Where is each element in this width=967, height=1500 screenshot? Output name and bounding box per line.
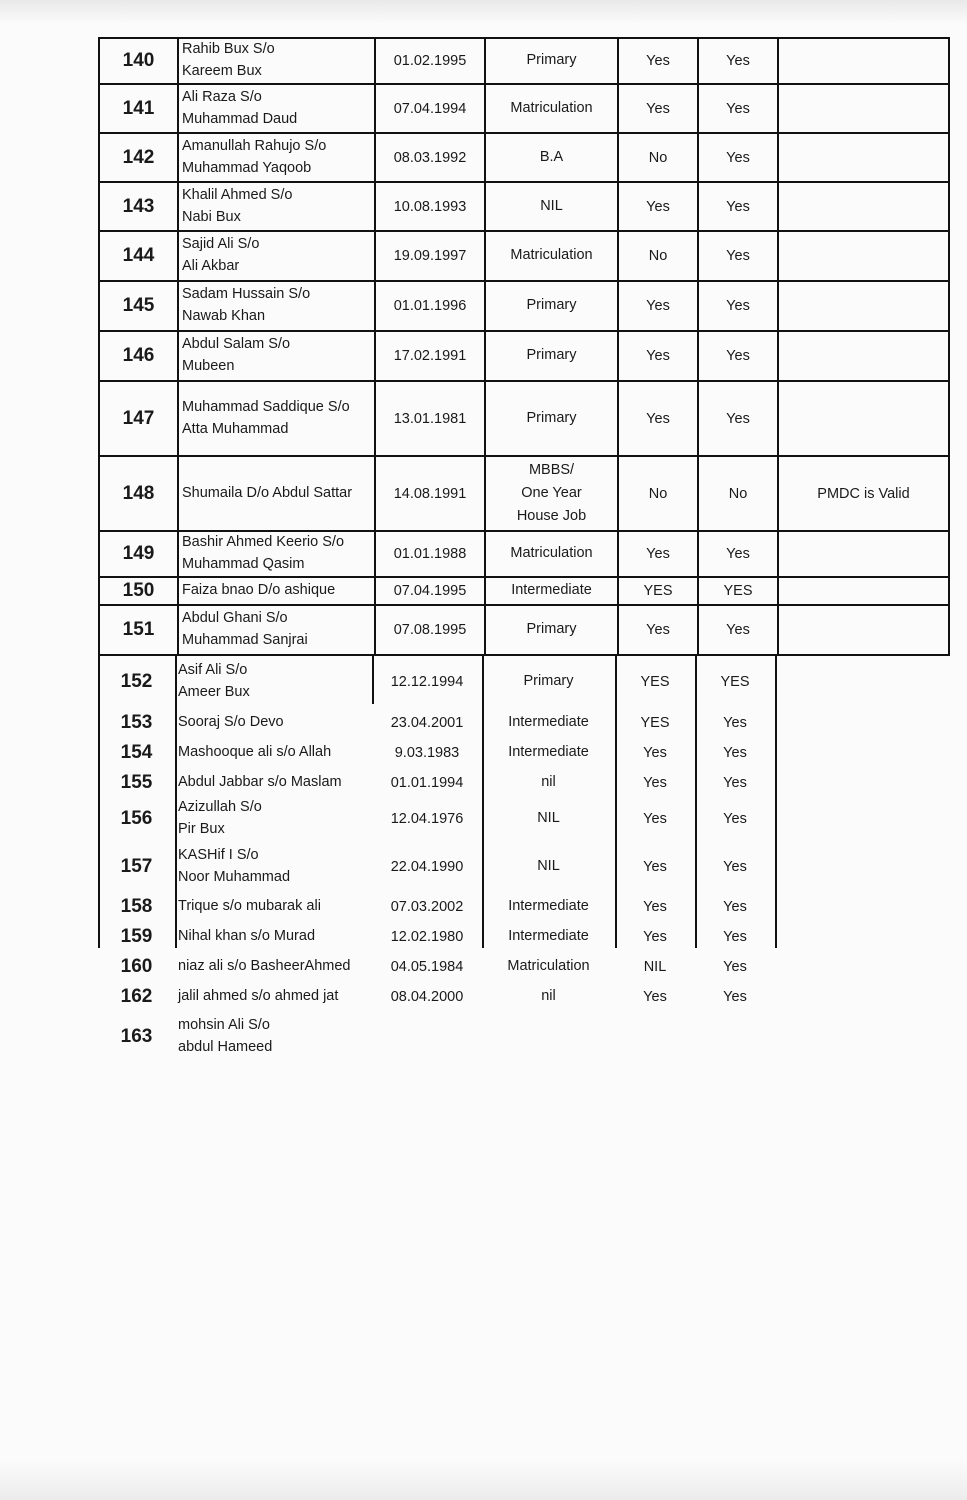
candidate-name-line: Muhammad Yaqoob bbox=[182, 159, 312, 176]
serial-number: 162 bbox=[120, 986, 153, 1007]
candidate-name-line: Abdul Salam S/o bbox=[182, 336, 291, 353]
candidate-name-line: Sooraj S/o Devo bbox=[178, 714, 284, 731]
status-column-5: Yes bbox=[643, 859, 667, 875]
candidate-name-line: niaz ali s/o BasheerAhmed bbox=[178, 958, 351, 975]
serial-number: 156 bbox=[120, 808, 153, 829]
date-of-birth: 23.04.2001 bbox=[390, 715, 464, 731]
qualification bbox=[482, 838, 615, 896]
qualification-line: MBBS/ bbox=[528, 461, 575, 478]
candidate-name-line: Shumaila D/o Abdul Sattar bbox=[182, 484, 353, 501]
qualification bbox=[484, 85, 617, 132]
candidate-name-line: Abdul Ghani S/o bbox=[182, 610, 288, 627]
qualification-line: Primary bbox=[526, 621, 577, 638]
date-of-birth: 07.04.1994 bbox=[374, 85, 484, 132]
candidate-name bbox=[177, 457, 374, 530]
remarks bbox=[777, 39, 948, 83]
table-row bbox=[98, 738, 950, 768]
table-row bbox=[98, 183, 950, 232]
candidate-name-line: Atta Muhammad bbox=[182, 420, 289, 437]
candidate-name-line: Mubeen bbox=[182, 358, 235, 374]
serial-number: 145 bbox=[122, 295, 155, 316]
qualification-line: nil bbox=[541, 774, 556, 791]
table-rule-line bbox=[695, 656, 697, 948]
date-of-birth: 12.12.1994 bbox=[390, 674, 464, 690]
remarks bbox=[777, 382, 948, 455]
status-column-6: Yes bbox=[723, 715, 747, 731]
status-column-5: Yes bbox=[643, 745, 667, 761]
status-column-5: Yes bbox=[617, 183, 697, 230]
table-row bbox=[98, 232, 950, 282]
candidate-name bbox=[177, 578, 374, 604]
candidate-name-line: jalil ahmed s/o ahmed jat bbox=[178, 988, 339, 1005]
remarks bbox=[777, 332, 948, 380]
table-row bbox=[98, 982, 950, 1012]
date-of-birth: 01.01.1996 bbox=[374, 282, 484, 330]
status-column-6: Yes bbox=[723, 899, 747, 915]
date-of-birth: 19.09.1997 bbox=[374, 232, 484, 280]
serial-number: 146 bbox=[122, 345, 155, 366]
qualification bbox=[484, 578, 617, 604]
qualification bbox=[482, 738, 615, 768]
status-column-5: Yes bbox=[643, 989, 667, 1005]
table-row bbox=[98, 838, 950, 896]
table-row bbox=[98, 382, 950, 457]
candidate-name bbox=[175, 982, 372, 1012]
status-column-6: Yes bbox=[697, 332, 777, 380]
candidate-name bbox=[177, 282, 374, 330]
status-column-6: Yes bbox=[723, 859, 747, 875]
status-column-5: YES bbox=[640, 715, 670, 731]
table-rule-line bbox=[175, 656, 177, 948]
date-of-birth: 08.03.1992 bbox=[374, 134, 484, 181]
remarks bbox=[777, 578, 948, 604]
qualification-line: Intermediate bbox=[511, 582, 592, 599]
date-of-birth: 13.01.1981 bbox=[374, 382, 484, 455]
status-column-5: Yes bbox=[617, 382, 697, 455]
status-column-5: Yes bbox=[643, 811, 667, 827]
qualification-line: Matriculation bbox=[510, 545, 593, 562]
table-rule-line bbox=[775, 656, 777, 948]
status-column-5: Yes bbox=[617, 39, 697, 83]
date-of-birth: 12.04.1976 bbox=[390, 811, 464, 827]
candidate-name bbox=[177, 183, 374, 230]
qualification bbox=[484, 457, 617, 530]
serial-number: 153 bbox=[120, 712, 153, 733]
table-row bbox=[98, 134, 950, 183]
qualification-line: Intermediate bbox=[508, 898, 589, 915]
date-of-birth: 07.08.1995 bbox=[374, 606, 484, 654]
candidate-name-line: Ali Akbar bbox=[182, 258, 240, 274]
date-of-birth: 10.08.1993 bbox=[374, 183, 484, 230]
status-column-5: Yes bbox=[617, 332, 697, 380]
qualification bbox=[484, 382, 617, 455]
candidate-name bbox=[177, 332, 374, 380]
status-column-5: No bbox=[617, 457, 697, 530]
status-column-5: Yes bbox=[643, 929, 667, 945]
candidate-name-line: Amanullah Rahujo S/o bbox=[182, 137, 327, 154]
status-column-6: Yes bbox=[697, 532, 777, 576]
status-column-5: Yes bbox=[617, 532, 697, 576]
status-column-5 bbox=[615, 1012, 695, 1062]
candidate-name-line: Nawab Khan bbox=[182, 308, 266, 324]
candidate-name-line: Muhammad Saddique S/o bbox=[182, 398, 350, 415]
candidate-name bbox=[175, 922, 372, 952]
date-of-birth: 14.08.1991 bbox=[374, 457, 484, 530]
candidate-name bbox=[175, 656, 372, 708]
qualification bbox=[482, 1012, 615, 1062]
serial-number: 158 bbox=[120, 896, 153, 917]
candidate-name bbox=[177, 134, 374, 181]
qualification bbox=[482, 952, 615, 982]
candidate-name-line: Kareem Bux bbox=[182, 63, 262, 79]
candidate-name-line: Muhammad Sanjrai bbox=[182, 632, 308, 648]
candidate-name bbox=[177, 606, 374, 654]
qualification-line: Matriculation bbox=[510, 99, 593, 116]
candidate-name bbox=[175, 738, 372, 768]
table-row bbox=[98, 952, 950, 982]
status-column-6: Yes bbox=[723, 811, 747, 827]
status-column-6: Yes bbox=[697, 183, 777, 230]
serial-number: 152 bbox=[120, 671, 153, 692]
candidate-name bbox=[175, 1012, 372, 1062]
table-rule-line bbox=[615, 656, 617, 948]
status-column-6: Yes bbox=[723, 775, 747, 791]
status-column-6: Yes bbox=[723, 745, 747, 761]
serial-number: 147 bbox=[122, 407, 155, 429]
candidate-name-line: Azizullah S/o bbox=[178, 799, 262, 816]
qualification bbox=[484, 232, 617, 280]
candidate-name bbox=[175, 952, 372, 982]
remarks bbox=[777, 183, 948, 230]
candidate-name-line: Abdul Jabbar s/o Maslam bbox=[178, 774, 342, 791]
status-column-5: Yes bbox=[617, 282, 697, 330]
serial-number: 151 bbox=[122, 619, 155, 640]
candidate-name-line: KASHif I S/o bbox=[178, 847, 259, 864]
candidate-name-line: Faiza bnao D/o ashique bbox=[182, 582, 336, 599]
status-column-6: Yes bbox=[697, 282, 777, 330]
candidate-name bbox=[177, 232, 374, 280]
qualification bbox=[482, 708, 615, 738]
date-of-birth: 17.02.1991 bbox=[374, 332, 484, 380]
candidate-name-line: Nihal khan s/o Murad bbox=[178, 928, 316, 945]
status-column-5: Yes bbox=[617, 606, 697, 654]
candidate-name-line: abdul Hameed bbox=[178, 1039, 273, 1055]
date-of-birth: 01.01.1988 bbox=[374, 532, 484, 576]
status-column-6: YES bbox=[720, 674, 750, 690]
qualification-line: Intermediate bbox=[508, 714, 589, 731]
table-row bbox=[98, 332, 950, 382]
candidate-name-line: Nabi Bux bbox=[182, 208, 241, 225]
candidate-name-line: Bashir Ahmed Keerio S/o bbox=[182, 534, 345, 551]
candidate-name-line: Muhammad Qasim bbox=[182, 556, 305, 572]
status-column-6: Yes bbox=[697, 39, 777, 83]
qualification bbox=[484, 332, 617, 380]
status-column-6: Yes bbox=[697, 382, 777, 455]
status-column-5: Yes bbox=[617, 85, 697, 132]
candidate-name bbox=[175, 892, 372, 922]
candidate-name bbox=[177, 382, 374, 455]
qualification-line: Intermediate bbox=[508, 928, 589, 945]
candidate-name-line: mohsin Ali S/o bbox=[178, 1017, 270, 1034]
status-column-5: YES bbox=[640, 674, 670, 690]
serial-number: 141 bbox=[122, 97, 155, 119]
candidate-name-line: Ameer Bux bbox=[178, 684, 250, 700]
table-row bbox=[98, 892, 950, 922]
qualification bbox=[482, 982, 615, 1012]
qualification-line: NIL bbox=[540, 197, 563, 214]
table-row bbox=[98, 37, 950, 85]
qualification-line: One Year bbox=[521, 484, 582, 501]
table-row bbox=[98, 656, 950, 708]
status-column-5: Yes bbox=[643, 899, 667, 915]
status-column-5: No bbox=[617, 232, 697, 280]
table-row bbox=[98, 532, 950, 578]
qualification bbox=[484, 606, 617, 654]
date-of-birth: 22.04.1990 bbox=[390, 859, 464, 875]
table-row bbox=[98, 606, 950, 656]
qualification-line: Intermediate bbox=[508, 744, 589, 761]
date-of-birth: 01.01.1994 bbox=[390, 775, 464, 791]
candidate-name-line: Pir Bux bbox=[178, 821, 225, 837]
date-of-birth: 04.05.1984 bbox=[390, 959, 464, 975]
table-row bbox=[98, 457, 950, 532]
remarks bbox=[777, 134, 948, 181]
qualification-line: nil bbox=[541, 988, 556, 1005]
status-column-5: No bbox=[617, 134, 697, 181]
qualification bbox=[484, 532, 617, 576]
qualification-line: Matriculation bbox=[507, 958, 590, 975]
status-column-5: Yes bbox=[643, 775, 667, 791]
date-of-birth: 08.04.2000 bbox=[390, 989, 464, 1005]
candidate-name-line: Mashooque ali s/o Allah bbox=[178, 744, 332, 761]
qualification-line: Primary bbox=[526, 409, 577, 426]
qualification-line: Matriculation bbox=[510, 247, 593, 264]
qualification-line: NIL bbox=[537, 810, 560, 827]
candidate-name bbox=[175, 708, 372, 738]
status-column-6: Yes bbox=[723, 989, 747, 1005]
candidate-name bbox=[175, 838, 372, 896]
table-row bbox=[98, 922, 950, 952]
remarks bbox=[777, 232, 948, 280]
candidate-name-line: Noor Muhammad bbox=[178, 869, 291, 885]
qualification bbox=[482, 892, 615, 922]
status-column-5: NIL bbox=[643, 959, 667, 975]
serial-number: 140 bbox=[122, 50, 155, 71]
candidate-name bbox=[177, 532, 374, 576]
status-column-6: YES bbox=[697, 578, 777, 604]
remarks bbox=[777, 606, 948, 654]
qualification-line: B.A bbox=[539, 148, 564, 165]
candidate-name-line: Sajid Ali S/o bbox=[182, 236, 260, 253]
status-column-6: Yes bbox=[697, 232, 777, 280]
serial-number: 160 bbox=[120, 956, 153, 977]
qualification-line: Primary bbox=[526, 297, 577, 314]
status-column-6: No bbox=[697, 457, 777, 530]
serial-number: 149 bbox=[122, 543, 155, 564]
status-column-6: Yes bbox=[697, 85, 777, 132]
candidate-name-line: Muhammad Daud bbox=[182, 110, 298, 127]
remarks bbox=[777, 85, 948, 132]
qualification bbox=[482, 656, 615, 708]
status-column-6: Yes bbox=[723, 959, 747, 975]
date-of-birth bbox=[372, 1012, 482, 1062]
qualification bbox=[484, 134, 617, 181]
table-rule-line bbox=[482, 656, 484, 948]
date-of-birth: 9.03.1983 bbox=[394, 745, 460, 761]
candidate-name bbox=[177, 39, 374, 83]
qualification-line: NIL bbox=[537, 858, 560, 875]
serial-number: 163 bbox=[120, 1026, 153, 1047]
table-rule-line bbox=[372, 656, 374, 704]
status-column-6: Yes bbox=[697, 606, 777, 654]
table-row bbox=[98, 708, 950, 738]
qualification bbox=[484, 183, 617, 230]
qualification-line: House Job bbox=[516, 508, 587, 525]
remarks: PMDC is Valid bbox=[777, 457, 948, 530]
serial-number: 157 bbox=[120, 856, 153, 877]
candidate-name-line: Ali Raza S/o bbox=[182, 88, 262, 105]
status-column-6: Yes bbox=[697, 134, 777, 181]
table-rule-line bbox=[98, 656, 100, 948]
table-row bbox=[98, 282, 950, 332]
serial-number: 155 bbox=[120, 772, 153, 793]
table-row bbox=[98, 578, 950, 606]
qualification bbox=[484, 282, 617, 330]
serial-number: 142 bbox=[122, 146, 155, 168]
table-row bbox=[98, 85, 950, 134]
candidate-name-line: Rahib Bux S/o bbox=[182, 41, 275, 58]
date-of-birth: 07.03.2002 bbox=[390, 899, 464, 915]
serial-number: 150 bbox=[122, 580, 155, 601]
status-column-6: Yes bbox=[723, 929, 747, 945]
candidate-name-line: Khalil Ahmed S/o bbox=[182, 186, 293, 203]
candidate-name bbox=[177, 85, 374, 132]
remarks bbox=[777, 282, 948, 330]
qualification bbox=[484, 39, 617, 83]
candidate-name-line: Trique s/o mubarak ali bbox=[178, 898, 321, 915]
status-column-6 bbox=[695, 1012, 775, 1062]
qualification-line: Primary bbox=[526, 52, 577, 69]
qualification-line: Primary bbox=[526, 347, 577, 364]
date-of-birth: 07.04.1995 bbox=[374, 578, 484, 604]
status-column-5: YES bbox=[617, 578, 697, 604]
qualification bbox=[482, 922, 615, 952]
serial-number: 159 bbox=[120, 926, 153, 947]
serial-number: 143 bbox=[122, 195, 155, 217]
date-of-birth: 01.02.1995 bbox=[374, 39, 484, 83]
serial-number: 154 bbox=[120, 742, 153, 763]
serial-number: 144 bbox=[122, 245, 155, 266]
serial-number: 148 bbox=[122, 482, 155, 504]
candidate-name-line: Sadam Hussain S/o bbox=[182, 286, 311, 303]
qualification-line: Primary bbox=[523, 673, 574, 690]
date-of-birth: 12.02.1980 bbox=[390, 929, 464, 945]
candidate-name-line: Asif Ali S/o bbox=[178, 662, 248, 679]
table-row bbox=[98, 1012, 950, 1062]
remarks bbox=[777, 532, 948, 576]
